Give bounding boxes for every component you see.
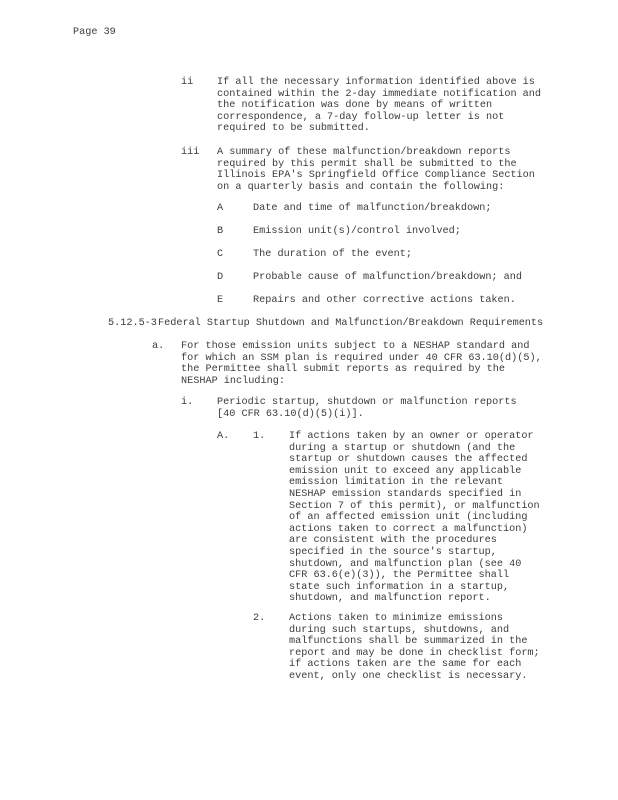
subitem-text-b: Emission unit(s)/control involved; [253, 226, 461, 237]
item-a-text [181, 341, 542, 387]
item-A2-text [289, 613, 540, 683]
item-iii-text [217, 147, 535, 193]
text-line: the notification was done by means of written [217, 100, 493, 112]
item-ii-text [217, 77, 541, 135]
item-a-label: a. [152, 341, 165, 352]
page-header: Page 39 [73, 27, 116, 38]
text-line: correspondence, a 7-day follow-up letter is not [217, 111, 505, 123]
text-line: the Permittee shall submit reports as required by the [181, 364, 506, 376]
item-A1-text [289, 431, 540, 605]
text-line: report and may be done in checklist form; [289, 647, 540, 659]
text-line: during a startup or shutdown (and the [289, 442, 516, 454]
text-line: contained within the 2-day immediate notification and [217, 88, 542, 100]
text-line: If actions taken by an owner or operator [289, 431, 534, 442]
text-line: are consistent with the procedures [289, 535, 497, 547]
section-title: Federal Startup Shutdown and Malfunction/Breakdown Requirements [158, 318, 544, 329]
text-line: emission unit to exceed any applicable [289, 465, 522, 477]
text-line: actions taken to correct a malfunction) [289, 523, 528, 535]
text-line: for which an SSM plan is required under 40 CFR 63.10(d)(5), [181, 352, 542, 364]
subitem-text-e: Repairs and other corrective actions taken. [253, 295, 516, 306]
item-i-label: i. [181, 397, 194, 408]
text-line: if actions taken are the same for each [289, 659, 522, 671]
item-A2-label: 2. [253, 613, 266, 624]
subitem-letter-e: E [217, 295, 224, 306]
text-line: For those emission units subject to a NESHAP standard and [181, 341, 530, 352]
text-line: event, only one checklist is necessary. [289, 670, 528, 682]
subitem-letter-d: D [217, 272, 224, 283]
item-A1-label: 1. [253, 431, 266, 442]
subitem-text-d: Probable cause of malfunction/breakdown; and [253, 272, 522, 283]
item-i-text [217, 397, 517, 420]
text-line: Illinois EPA's Springfield Office Compliance Section [217, 170, 535, 182]
subitem-letter-b: B [217, 226, 224, 237]
text-line: CFR 63.6(e)(3)), the Permittee shall [289, 570, 510, 582]
text-line: shutdown, and malfunction plan (see 40 [289, 558, 522, 570]
text-line: during such startups, shutdowns, and [289, 624, 510, 636]
item-iii-label: iii [181, 147, 200, 158]
text-line: Periodic startup, shutdown or malfunction reports [217, 397, 517, 408]
text-line: startup or shutdown causes the affected [289, 454, 528, 466]
item-A-label: A. [217, 431, 230, 442]
subitem-letter-c: C [217, 249, 224, 260]
text-line: NESHAP including: [181, 375, 285, 387]
text-line: Section 7 of this permit), or malfunction [289, 500, 540, 512]
item-ii-label: ii [181, 77, 194, 88]
text-line: required by this permit shall be submitted to the [217, 158, 517, 170]
text-line: malfunctions shall be summarized in the [289, 636, 528, 648]
text-line: shutdown, and malfunction report. [289, 593, 491, 605]
text-line: NESHAP emission standards specified in [289, 488, 522, 500]
subitem-text-a: Date and time of malfunction/breakdown; [253, 203, 492, 214]
text-line: on a quarterly basis and contain the following: [217, 181, 505, 193]
text-line: required to be submitted. [217, 123, 370, 135]
text-line: specified in the source's startup, [289, 546, 497, 558]
text-line: state such information in a startup, [289, 581, 510, 593]
text-line: [40 CFR 63.10(d)(5)(i)]. [217, 408, 364, 420]
text-line: If all the necessary information identified above is [217, 77, 535, 88]
subitem-text-c: The duration of the event; [253, 249, 412, 260]
section-number: 5.12.5-3 [108, 318, 157, 329]
text-line: emission limitation in the relevant [289, 477, 503, 489]
text-line: Actions taken to minimize emissions [289, 613, 503, 624]
subitem-letter-a: A [217, 203, 224, 214]
text-line: A summary of these malfunction/breakdown reports [217, 147, 511, 158]
text-line: of an affected emission unit (including [289, 512, 528, 524]
